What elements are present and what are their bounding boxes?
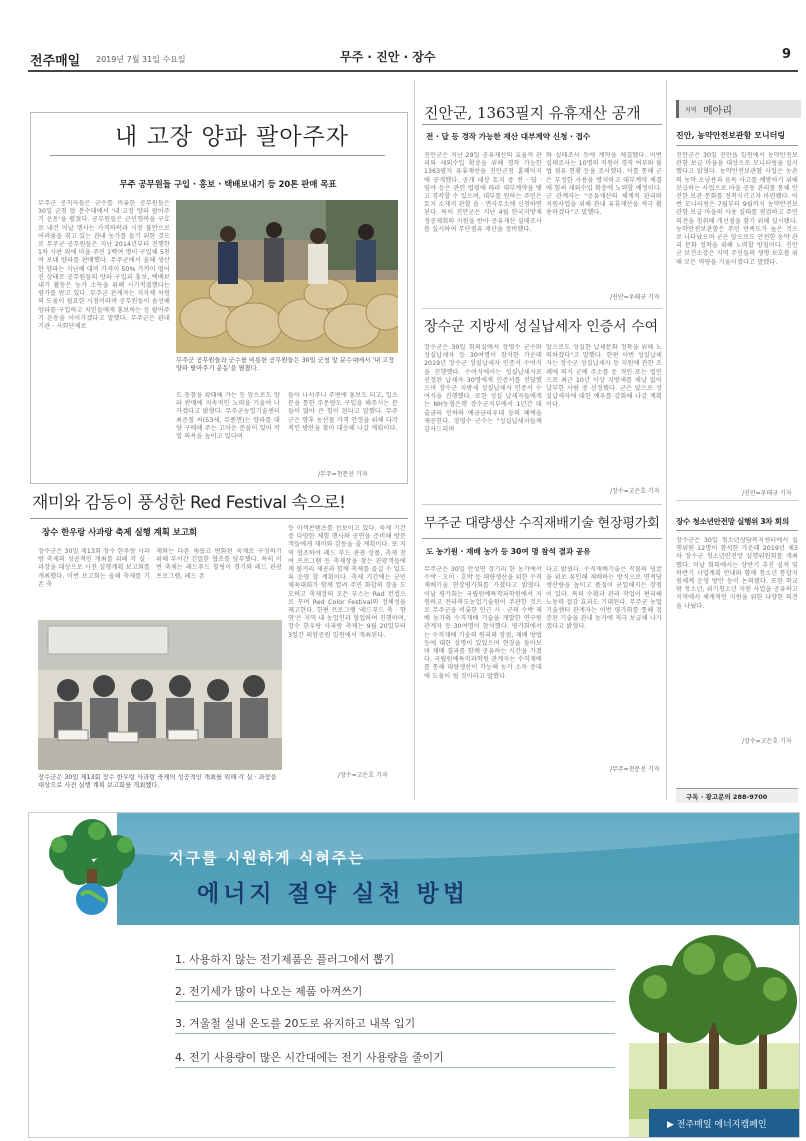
festival-photo	[38, 620, 282, 770]
article2-rule	[30, 518, 408, 519]
header-rule	[28, 70, 798, 72]
sidebar-article1-body: 진안군은 30일 진안읍 일원에서 농약안전보관함 보급 마을을 대상으로 모니터링을 실시했다고 밝혔다. 농약안전보관함 사업은 농촌의 농약 오남용과 음독 사고를 예방하기 위해 보급하는 사업으로 마을 공동 관리를 통해 안전한 보관 문화를 정착시키고자 마련됐다. 이번 모니터링은 7월부터 9월까지 농약안전보관함 보급 마을의 사용 실태를 점검하고 주민 의견을 청취해 개선점을 찾기 위해 실시됐다. 농약안전보관함은 주민 만족도가 높은 것으로 나타났으며 군은 앞으로도 안전한 농약 관리 문화 정착을 위해 노력할 방침이다. 진안군 보건소장은 지역 주민들의 생명 보호를 위해 모든 역량을 기울이겠다고 말했다.	[676, 152, 798, 266]
onion-photo	[176, 200, 398, 353]
sidebar-article1-credit: /진안=우태규 기자	[742, 490, 792, 497]
article1-col3: 들이 나서주니 주변에 홍보도 되고, 입소문을 통한 주문량도 구입을 해주시는 분들이 많아 큰 힘이 된다고 말했다. 무주군은 향후 농산물 가격 안정을 위해 다각적인 방안을 찾아 대응해 나갈 계획이다.	[288, 392, 398, 432]
masthead: 전주매일	[30, 54, 81, 69]
ad-campaign-bar	[649, 1109, 799, 1137]
column-divider-left	[414, 80, 415, 800]
article3-subhead: 전 · 답 등 경작 가능한 재산 대부계약 신청 · 접수	[426, 132, 591, 141]
article1-credit: /무주=천문선 기자	[318, 471, 368, 478]
article3-col1: 진안군은 지난 29일 공유재산의 효율적 관리와 세외수입 확충을 위해 경작 가능한 1363필지 유휴재산을 진안군청 홈페이지에 공개했다. 공개 대상 토지 중 전 · 답 · 임야 등은 관련 법령에 따라 대부계약을 맺고 경작할 수 있으며, 대부를 원하는 주민은 토지 소재지 관할 읍 · 면사무소에 신청하면 된다. 특히 진안군은 지난 4월 한국지방재정공제회의 지원을 받아 공유재산 실태조사를 실시하여 무단점유 재산을 정비했다.	[424, 152, 542, 233]
subscribe-text: 구독 · 광고문의 288-9700	[686, 793, 768, 801]
article1-headline: 내 고장 양파 팔아주자	[115, 124, 349, 150]
article5-headline: 무주군 대량생산 수직재배기술 현장평가회	[424, 516, 660, 531]
article4-top-rule	[422, 308, 662, 309]
sidebar-article1-headline: 진안, 농약안전보관함 모니터링	[676, 131, 786, 140]
article5-rule	[422, 538, 662, 539]
article2-credit: /장수=고은호 기자	[338, 772, 388, 779]
ad-title: 에너지 절약 실천 방법	[197, 881, 469, 907]
column-divider-right	[666, 80, 667, 800]
article4-credit: /장수=고은호 기자	[610, 488, 660, 495]
article1-caption: 무주군 공무원들과 군수를 비롯한 공무원들은 30일 군청 앞 분수대에서 '내 고장 양파 팔아주기 운동'을 펼쳤다.	[176, 357, 395, 373]
sidebar-label	[676, 100, 801, 118]
issue-date: 2019년 7월 31일 수요일	[96, 55, 186, 64]
article1-col1: 무주군 공직자들은 군수를 비롯한 공무원들은 30일 군청 앞 분수대에서 '내 고장 양파 팔아주기 운동'을 펼쳤다. 공무원들은 군민행복을 구호로 내건 이날 행사는 가격하락과 시장 불안으로 어려움을 겪고 있는 관내 농가를 돕기 위한 것으로 무주군 공무원들은 지난 2014년부터 진행한 1차 시판 외에 마을 주민 1백여 명이 구입해 5천여 포대 양파를 판매했다. 무주군에서 올해 생산한 양파는 지난해 대비 가격이 50% 가까이 떨어진 상태로 공무원들의 양파 구입과 홍보, 택배보내기 활동은 농가 소득을 위해 시기적절했다는 평가를 받고 있다. 무주군 관계자는 지자체 차원의 도움이 필요한 시점이라며 공무원들이 솔선해 양파를 구입하고 지인들에게 홍보하는 등 팔아주기 운동을 이어가겠다고 말했다. 무주군은 관내 기관 · 사회단체로	[38, 200, 170, 331]
article5-top-rule	[422, 504, 662, 505]
ad-item-rule-4	[175, 1067, 615, 1068]
article1-col2: 도 동참을 확대해 가는 등 앞으로도 양파 판매에 지속적인 노력을 기울여 나가겠다고 밝혔다. 무주군농업기술센터 최준철 씨(53세, 무풍면)는 양파를 대량 구매해 주는 고마운 분들이 있어 작업 의욕을 높이고 있다며	[176, 392, 280, 441]
section-title: 무주 · 진안 · 장수	[340, 50, 436, 64]
sidebar-article1-rule	[676, 145, 798, 146]
article1-subhead: 무주 공무원들 구입 · 홍보 · 택배보내기 등 20톤 판매 목표	[119, 179, 337, 189]
article3-col2: 와 실태조사 등에 계약을 체결했다. 이번 실태조사는 10명의 직원이 경작 여부와 불법 점유 현황 등을 조사했다. 이를 통해 군은 부정한 사용을 방지하고 대부계약 체결에 힘써 세외수입 확충에 노력할 예정이다. 군 관계자는 "공유재산의 체계적 관리와 지원사업을 위해 관내 유휴재산을 적극 활용하겠다"고 말했다.	[546, 152, 662, 217]
article5-credit: /무주=천문선 기자	[610, 766, 660, 773]
ad-item-rule-1	[175, 969, 615, 970]
sidebar-article2-rule	[676, 530, 798, 531]
article2-col3: 등 이색콘텐츠를 선보이고 있다. 축제 기간 중 다양한 체험 행사와 공연을 준비해 방문객들에게 재미와 감동을 줄 계획이다. 또 지역 협조하여 레드 푸드 관광 상품, 축제 참여 프로그램 등 축제장을 찾는 관광객들에게 볼거리 제공과 함께 축제를 즐길 수 있도록 운영 할 계획이다. 축제 기간에는 군민 체육대회가 함께 열려 주민 화합의 장을 도모하고 축제장의 모든 부스는 Red 컨셉으로 꾸며 Red Color Festival의 정체성을 제고한다. 한편 프로그램 '레드푸드 축 · 향연'은 지역 내 농업인과 협업하여 진행하며, 장수 한우랑 사과랑 축제는 9월 20일부터 3일간 의암공원 일원에서 개최된다.	[288, 525, 406, 639]
sidebar-article2-headline: 장수 청소년안전망 실행위 3차 회의	[676, 517, 789, 526]
article3-credit: /진안=우태규 기자	[610, 294, 660, 301]
ad-item-2: 2. 전기세가 많이 나오는 제품 아껴쓰기	[175, 985, 363, 998]
subscribe-box	[676, 788, 798, 803]
article2-headline-text: 재미와 감동이 풍성한 Red Festival 속으로!	[32, 493, 346, 513]
article4-headline: 장수군 지방세 성실납세자 인증서 수여	[424, 319, 659, 335]
ad-item-1: 1. 사용하지 않는 전기제품은 플러그에서 뽑기	[175, 953, 395, 966]
sidebar-divider	[676, 500, 798, 501]
article5-col2: 다고 밝혔다. 수직재배기술은 작물의 덩굴을 위로 유인해 재배하는 방식으로 면적당 생산량을 높이고 품질이 균일해지는 장점이 있다. 특히 수확과 관리 작업이 편리해 노동력 절감 효과도 기대된다. 무주군 농업기술센터 관계자는 이번 평가회를 통해 검증된 기술을 관내 농가에 적극 보급해 나가겠다고 밝혔다.	[546, 566, 662, 631]
ad-campaign: ▶ 전주매일 에너지캠페인	[667, 1120, 767, 1130]
article5-subhead: 도 농기원 · 재배 농가 등 30여 명 참석 결과 공유	[426, 547, 591, 556]
ad-item-3: 3. 겨울철 실내 온도를 20도로 유지하고 내복 입기	[175, 1017, 416, 1030]
sidebar-label-small: 지역	[685, 107, 697, 114]
article4-col2: 앞으로도 성실한 납세문화 정착을 위해 노력하겠다"고 말했다. 한편 이번 성실납세자는 장수군 성실납세자 등 지원에 관한 조례에 의거 군에 주소를 둔 개인 또는 법인으로 최근 10년 이상 지방세를 체납 없이 납부한 사람 중 선정됐다. 군은 앞으로 성실납세자에 대한 예우를 강화해 나갈 계획이다.	[546, 344, 662, 409]
sidebar-article2-body: 장수군은 30일 청소년상담복지센터에서 실행위원 12명이 참석한 가운데 2019년 제3차 장수군 청소년안전망 실행위원회를 개최했다. 이날 회의에서는 상반기 추진 실적 및 하반기 사업계획 안내와 함께 청소년 통합지원체계 운영 방안 등이 논의됐다. 또한 학교 밖 청소년, 위기청소년 지원 사업을 공유하고 지역에서 체계적인 지원을 위한 다양한 의견을 나눴다.	[676, 537, 798, 610]
article4-col1: 장수군은 30일 회의실에서 장영수 군수와 성실납세자 등 30여명이 참석한 가운데 2019년 장수군 성실납세자 인증서 수여식을 진행했다. 수여식에서는 성실납세자로 선정된 납세자 30명에게 인증서를 전달했으며 장수군 지방세 성실납세자 인증서 수여식을 진행했다. 또한 성실 납세자들에게는 NH농협은행 장수군지부에서 1년간 대출금리 인하와 예금금리우대 등의 혜택을 제공한다. 장영수 군수는 "성실납세자들께 감사드리며	[424, 344, 542, 434]
article3-headline: 진안군, 1363필지 유휴재산 공개	[424, 104, 641, 122]
article2-col2: 제와는 다른 새롭고 변화된 축제로 구성하기 위해 부서간 긴밀한 협조를 당부했다. 특히 이번 축제는 레드푸드 힐링이 경기와 레드 관광 프로그램, 레드 존	[156, 548, 282, 580]
energy-ad	[28, 812, 800, 1138]
sidebar-article2-credit: /장수=고은호 기자	[742, 738, 792, 745]
page-number: 9	[782, 47, 792, 62]
article3-rule	[422, 124, 662, 125]
article2-col1: 장수군은 30일 제13회 장수 한우랑 사과랑 축제의 성공적인 개최를 위해 각 실 · 과장을 대상으로 사전 실행계획 보고회를 개최했다. 이번 보고회는 올해 축제를 기존 축	[38, 548, 150, 588]
ad-item-rule-2	[175, 1001, 615, 1002]
ad-item-rule-3	[175, 1033, 615, 1034]
ad-slogan: 지구를 시원하게 식혀주는	[169, 849, 365, 867]
globe-tree-icon	[37, 817, 147, 917]
sidebar-label-big: 메아리	[703, 106, 732, 117]
article5-col1: 무주군은 30일 안성면 장기리 한 농가에서 수박 · 오이 · 호박 등 대량생산을 위한 수직재배기술 현장평가회를 가졌다고 밝혔다. 이날 평가회는 국립원예특작과학원에서 지원하고 전라북도농업기술원이 주관한 것으로 무주군을 비롯한 인근 시 · 군의 수박 재배 농가와 수직재배 기술을 개발한 연구원 관계자 등 30여명이 참석했다. 평가회에서는 수직재배 기술의 원리와 장점, 재배 방법 등에 대한 설명이 있었으며 현장을 돌아보며 재배 결과를 함께 공유하는 시간을 가졌다. 국립원예특작과학원 관계자는 수직재배를 통해 대량생산이 가능해 농가 소득 증대에 도움이 될 것이라고 말했다.	[424, 566, 542, 680]
article2-subhead: 장수 한우랑 사과랑 축제 실행 계획 보고회	[42, 527, 198, 537]
article2-caption: 장수군은 30일 제13회 장수 한우랑 사과랑 축제의 성공적인 개최를 위해 각 실 · 과장을 대상으로 사전 실행 계획 보고회를 개최했다.	[38, 774, 277, 790]
tree-grove	[629, 889, 799, 1119]
article2-headline	[32, 488, 412, 516]
headline-underline	[50, 155, 385, 156]
ad-item-4: 4. 전기 사용량이 많은 시간대에는 전기 사용량을 줄이기	[175, 1051, 444, 1064]
